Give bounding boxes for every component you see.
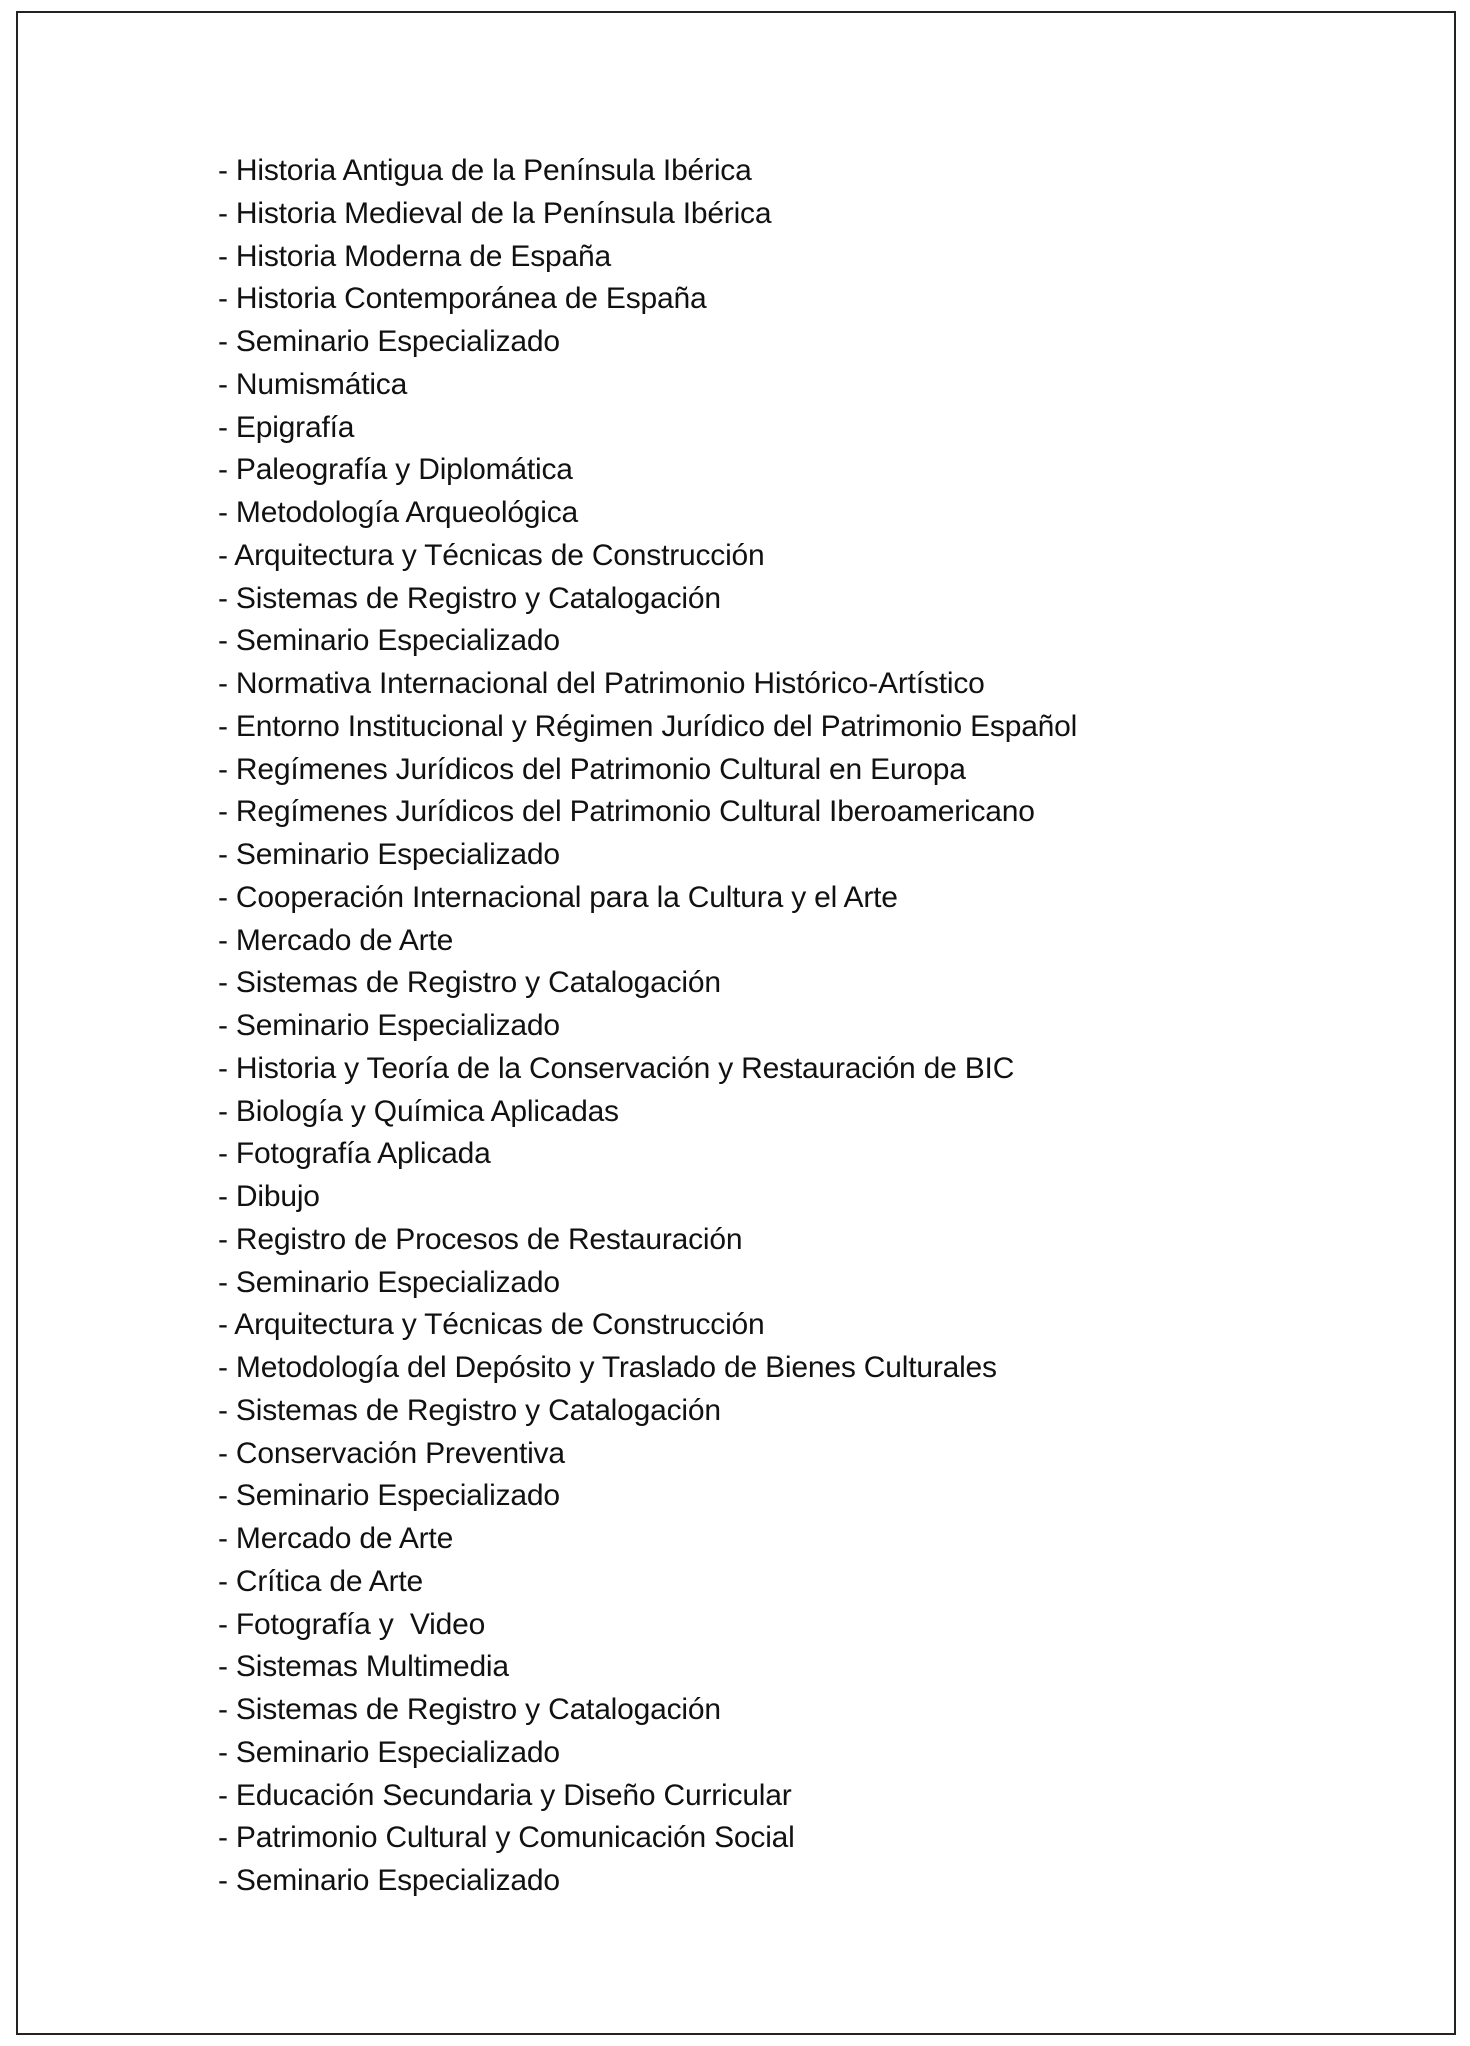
list-item: - Sistemas Multimedia [218,1650,509,1684]
list-item: - Seminario Especializado [218,1479,560,1513]
page-frame [16,11,1456,2035]
list-item: - Normativa Internacional del Patrimonio Histórico-Artístico [218,667,985,700]
list-item: - Fotografía y Video [218,1607,486,1641]
list-item: - Historia Antigua de la Península Ibérica [218,154,752,187]
list-item: - Entorno Institucional y Régimen Jurídico del Patrimonio Español [218,709,1078,743]
list-item: - Seminario Especializado [218,1864,560,1897]
list-item: - Numismática [218,367,408,401]
list-item: - Seminario Especializado [218,325,560,358]
list-item: - Conservación Preventiva [218,1436,565,1470]
list-item: - Seminario Especializado [218,1735,560,1769]
list-item: - Mercado de Arte [218,923,454,957]
list-item: - Sistemas de Registro y Catalogación [218,581,721,615]
list-item: - Dibujo [218,1180,320,1213]
list-item: - Sistemas de Registro y Catalogación [218,1693,721,1726]
list-item: - Seminario Especializado [218,624,560,658]
list-item: - Historia Contemporánea de España [218,282,707,316]
list-item: - Registro de Procesos de Restauración [218,1222,743,1256]
list-item: - Biología y Química Aplicadas [218,1094,619,1128]
list-item: - Paleografía y Diplomática [218,453,573,487]
list-item: - Fotografía Aplicada [218,1137,491,1171]
list-item: - Seminario Especializado [218,1009,560,1042]
list-item: - Cooperación Internacional para la Cultura y el Arte [218,880,898,914]
list-item: - Mercado de Arte [218,1522,454,1555]
list-item: - Sistemas de Registro y Catalogación [218,1393,721,1427]
course-list [218,150,1077,1903]
list-item: - Seminario Especializado [218,1265,560,1299]
list-item: - Arquitectura y Técnicas de Construcción [218,538,765,572]
list-item: - Sistemas de Registro y Catalogación [218,966,721,1000]
list-item: - Metodología del Depósito y Traslado de Bienes Culturales [218,1351,997,1384]
list-item: - Regímenes Jurídicos del Patrimonio Cultural Iberoamericano [218,795,1035,829]
list-item: - Educación Secundaria y Diseño Curricular [218,1778,792,1812]
list-item: - Historia Moderna de España [218,239,611,273]
list-item: - Crítica de Arte [218,1564,424,1598]
list-item: - Regímenes Jurídicos del Patrimonio Cultural en Europa [218,752,966,786]
list-item: - Historia y Teoría de la Conservación y Restauración de BIC [218,1051,1015,1085]
list-item: - Patrimonio Cultural y Comunicación Social [218,1821,795,1855]
list-item: - Arquitectura y Técnicas de Construcción [218,1308,765,1342]
list-item: - Epigrafía [218,410,355,444]
list-item: - Metodología Arqueológica [218,496,579,529]
list-item: - Historia Medieval de la Península Ibérica [218,196,772,230]
list-item: - Seminario Especializado [218,838,560,871]
